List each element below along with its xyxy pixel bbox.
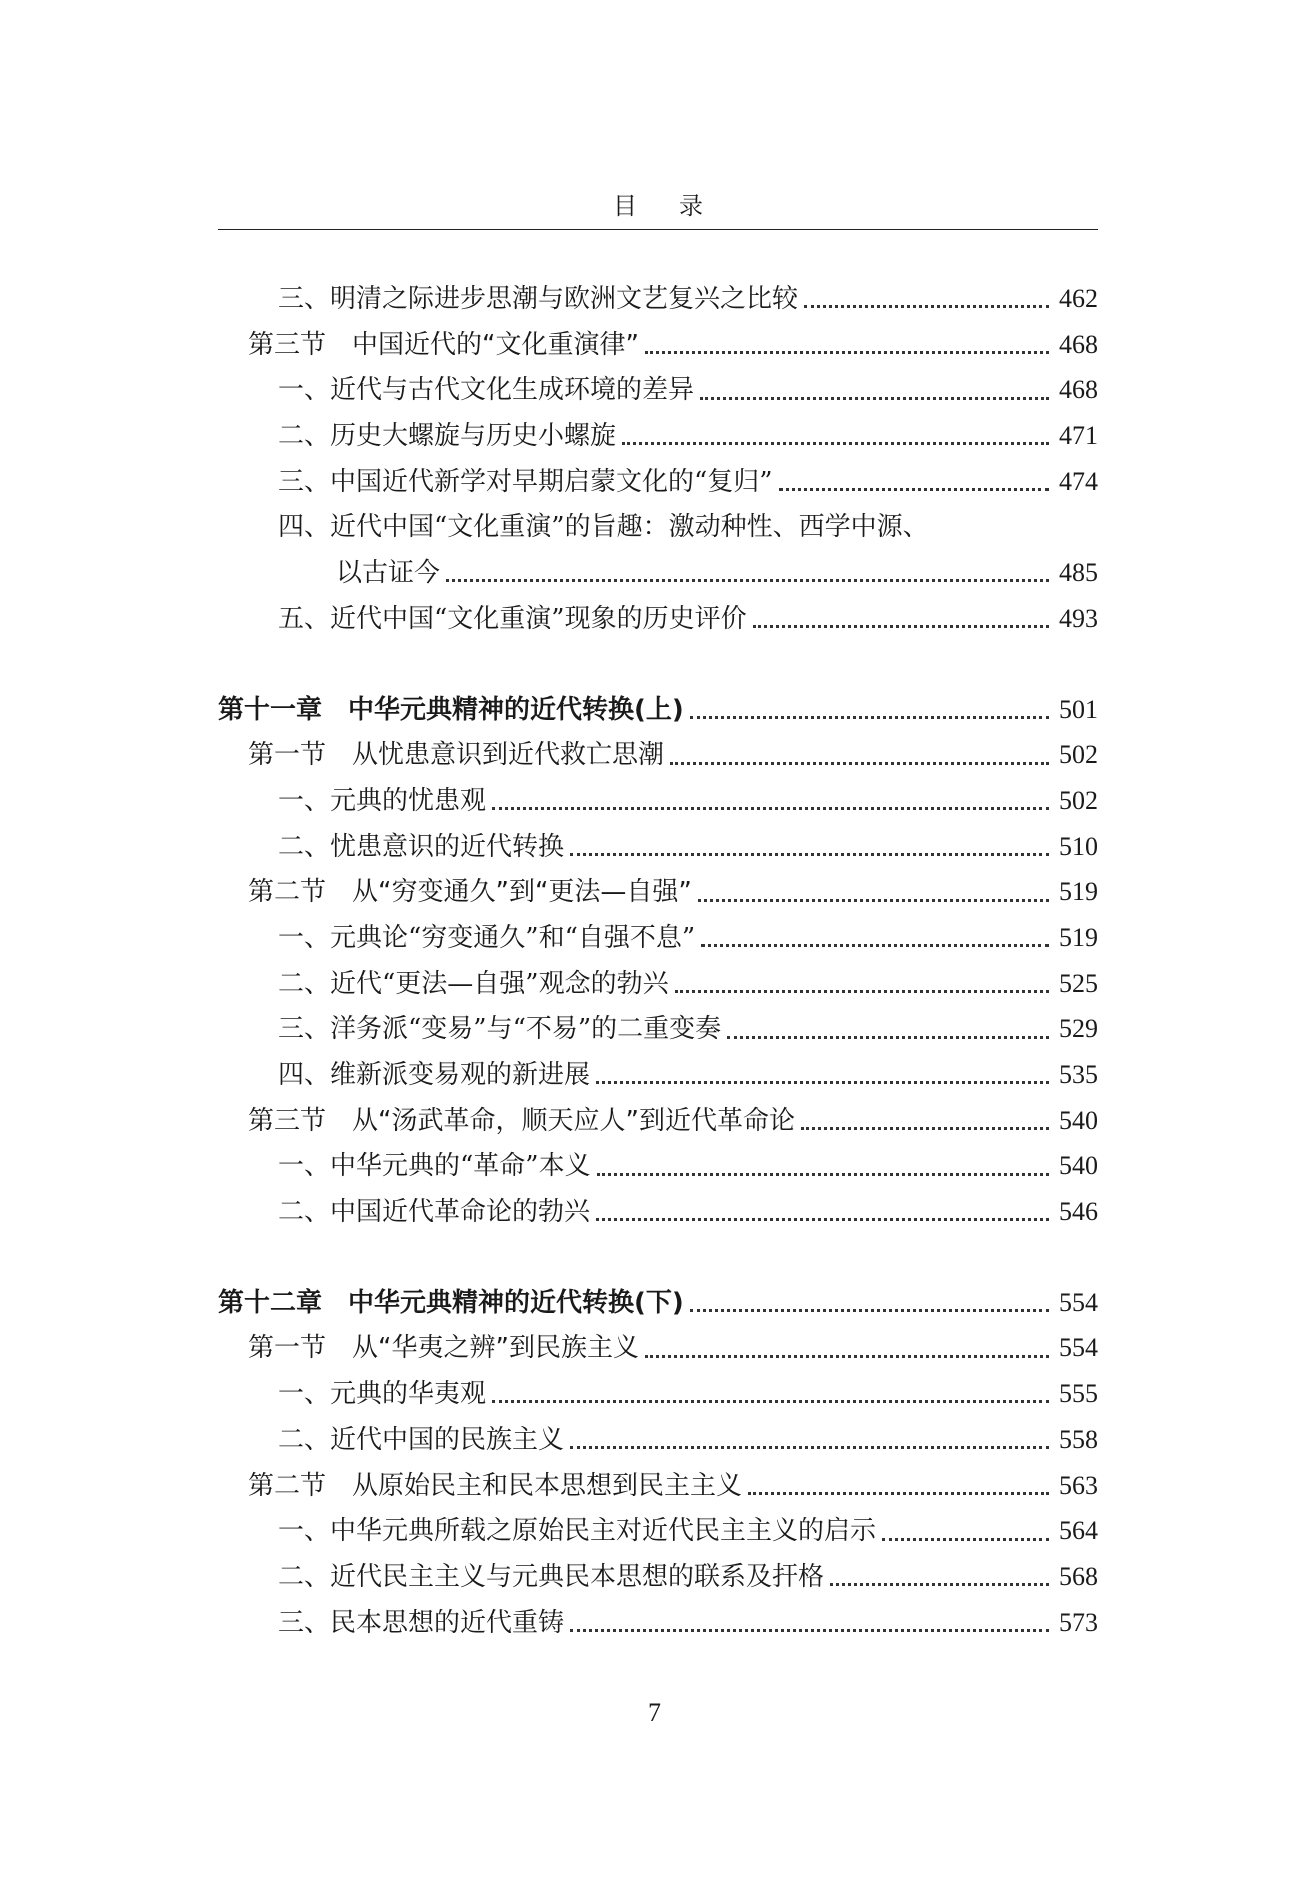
toc-entry-item[interactable] <box>218 1556 1098 1602</box>
toc-entry-title: 一、中华元典的“革命”本义 <box>278 1151 591 1182</box>
toc-entry-page: 554 <box>1059 1287 1098 1317</box>
toc-entry-page: 558 <box>1059 1424 1098 1454</box>
toc-entry-page: 546 <box>1059 1197 1098 1227</box>
toc-entry-item[interactable] <box>218 1145 1098 1191</box>
toc-entry-title: 第二节 从“穷变通久”到“更法—自强” <box>248 877 692 908</box>
toc-entry-page: 564 <box>1059 1516 1098 1546</box>
toc-leader-dots <box>700 397 1049 400</box>
toc-entry-chapter[interactable] <box>218 689 1098 735</box>
toc-entry-section[interactable] <box>218 1327 1098 1373</box>
toc-entry-title: 四、近代中国“文化重演”的旨趣：激动种性、西学中源、 <box>278 512 929 543</box>
toc-entry-item[interactable] <box>218 461 1098 507</box>
toc-entry-item[interactable] <box>218 1191 1098 1237</box>
toc-entry-item[interactable] <box>218 963 1098 1009</box>
toc-entry-item[interactable] <box>218 1054 1098 1100</box>
toc-entry-page: 525 <box>1059 968 1098 998</box>
toc-entry-section[interactable] <box>218 1100 1098 1146</box>
toc-leader-dots <box>830 1583 1049 1586</box>
toc-entry-title: 一、元典的忧患观 <box>278 785 487 816</box>
toc-entry-title: 第十二章 中华元典精神的近代转换(下) <box>218 1287 684 1318</box>
toc-leader-dots <box>727 1036 1049 1039</box>
toc-entry-title: 以古证今 <box>336 558 441 589</box>
toc-entry-title: 三、中国近代新学对早期启蒙文化的“复归” <box>278 466 773 497</box>
toc-leader-dots <box>690 1309 1049 1312</box>
toc-entry-page: 568 <box>1059 1561 1098 1591</box>
toc-entry-page: 535 <box>1059 1060 1098 1089</box>
toc-entry-item[interactable] <box>218 598 1098 644</box>
toc-entry-item[interactable] <box>218 415 1098 461</box>
toc-leader-dots <box>645 351 1049 354</box>
toc-entry-item[interactable] <box>218 1419 1098 1465</box>
toc-entry-page: 474 <box>1059 466 1098 496</box>
toc-entry-page: 573 <box>1059 1607 1098 1637</box>
toc-entry-title: 一、元典的华夷观 <box>278 1379 487 1410</box>
toc-entry-title: 第十一章 中华元典精神的近代转换(上) <box>218 694 684 725</box>
toc-entry-section[interactable] <box>218 871 1098 917</box>
toc-entry-page: 471 <box>1059 421 1098 451</box>
toc-entry-title: 五、近代中国“文化重演”现象的历史评价 <box>278 603 747 634</box>
toc-entry-item[interactable] <box>218 369 1098 415</box>
toc-leader-dots <box>570 1446 1049 1449</box>
toc-entry-title: 一、近代与古代文化生成环境的差异 <box>278 375 695 406</box>
toc-leader-dots <box>492 1400 1049 1403</box>
toc-entry-title: 二、近代“更法—自强”观念的勃兴 <box>278 968 669 999</box>
toc-entry-title: 四、维新派变易观的新进展 <box>278 1060 591 1090</box>
toc-entry-page: 554 <box>1059 1333 1098 1363</box>
toc-entry-page: 555 <box>1059 1379 1098 1409</box>
toc-leader-dots <box>748 1492 1049 1495</box>
toc-leader-dots <box>801 1127 1049 1130</box>
toc-entry-title: 三、民本思想的近代重铸 <box>278 1607 565 1638</box>
toc-entry-title: 第三节 从“汤武革命，顺天应人”到近代革命论 <box>248 1105 795 1136</box>
toc-entry-title: 第三节 中国近代的“文化重演律” <box>248 329 639 360</box>
toc-leader-dots <box>622 442 1049 445</box>
toc-leader-dots <box>596 1218 1049 1221</box>
toc-leader-dots <box>446 579 1049 582</box>
toc-entry-page: 529 <box>1059 1014 1098 1044</box>
toc-entry-title: 一、元典论“穷变通久”和“自强不息” <box>278 922 696 953</box>
toc-entry-page: 493 <box>1059 603 1098 633</box>
toc-entry-section[interactable] <box>218 734 1098 780</box>
toc-entry-title: 二、近代中国的民族主义 <box>278 1424 565 1455</box>
toc-leader-dots <box>753 625 1049 628</box>
running-head-title: 目录 <box>613 192 745 220</box>
toc-entry-section[interactable] <box>218 1465 1098 1511</box>
toc-entry-item[interactable] <box>218 826 1098 872</box>
toc-entry-item[interactable] <box>218 1373 1098 1419</box>
page-number: 7 <box>648 1698 661 1727</box>
toc-entry-title: 二、历史大螺旋与历史小螺旋 <box>278 421 617 452</box>
toc-entry-page: 519 <box>1059 922 1098 952</box>
toc-entry-title: 二、忧患意识的近代转换 <box>278 831 565 862</box>
toc-entry-section[interactable] <box>218 324 1098 370</box>
toc-entry-title: 第一节 从“华夷之辨”到民族主义 <box>248 1333 639 1364</box>
toc-entry-page: 485 <box>1059 558 1098 588</box>
toc-leader-dots <box>882 1538 1049 1541</box>
toc-entry-page: 468 <box>1059 375 1098 405</box>
toc-leader-dots <box>670 762 1049 765</box>
toc-entry-item[interactable] <box>218 1510 1098 1556</box>
toc-leader-dots <box>570 853 1049 856</box>
toc-entry-title: 第一节 从忧患意识到近代救亡思潮 <box>248 740 665 771</box>
toc-leader-dots <box>597 1173 1049 1176</box>
toc-entry-item[interactable] <box>218 506 1098 552</box>
toc-entry-page: 563 <box>1059 1470 1098 1500</box>
toc-leader-dots <box>570 1629 1049 1632</box>
header-rule <box>218 229 1098 230</box>
toc-leader-dots <box>779 488 1049 491</box>
toc-entry-title: 一、中华元典所载之原始民主对近代民主主义的启示 <box>278 1516 877 1547</box>
toc-leader-dots <box>804 305 1049 308</box>
toc-entry-page: 540 <box>1059 1151 1098 1181</box>
toc-entry-item[interactable] <box>218 278 1098 324</box>
toc-entry-page: 502 <box>1059 740 1098 770</box>
toc-entry-page: 468 <box>1059 329 1098 359</box>
toc-entry-page: 462 <box>1059 284 1098 313</box>
toc-leader-dots <box>492 807 1049 810</box>
toc-entry-title: 三、明清之际进步思潮与欧洲文艺复兴之比较 <box>278 284 799 314</box>
toc-entry-item[interactable] <box>218 780 1098 826</box>
toc-leader-dots <box>645 1355 1049 1358</box>
toc-entry-title: 三、洋务派“变易”与“不易”的二重变奏 <box>278 1014 722 1045</box>
toc-entry-page: 501 <box>1059 694 1098 724</box>
toc-entry-title: 二、近代民主主义与元典民本思想的联系及扞格 <box>278 1561 825 1592</box>
toc-leader-dots <box>596 1081 1049 1084</box>
toc-entry-page: 540 <box>1059 1105 1098 1135</box>
toc-leader-dots <box>690 716 1049 719</box>
toc-entry-title: 第二节 从原始民主和民本思想到民主主义 <box>248 1470 743 1501</box>
toc-entry-page: 510 <box>1059 831 1098 861</box>
toc-entry-item[interactable] <box>218 1008 1098 1054</box>
toc-entry-title: 二、中国近代革命论的勃兴 <box>278 1197 591 1228</box>
toc-entry-page: 502 <box>1059 785 1098 815</box>
toc-entry-item[interactable] <box>218 917 1098 963</box>
toc-entry-chapter[interactable] <box>218 1282 1098 1328</box>
toc-entry-item[interactable] <box>218 1602 1098 1648</box>
toc-leader-dots <box>698 899 1049 902</box>
table-of-contents <box>218 278 1098 1647</box>
toc-entry-page: 519 <box>1059 877 1098 907</box>
toc-leader-dots <box>701 944 1049 947</box>
toc-entry-cont[interactable] <box>218 552 1098 598</box>
toc-leader-dots <box>675 990 1049 993</box>
